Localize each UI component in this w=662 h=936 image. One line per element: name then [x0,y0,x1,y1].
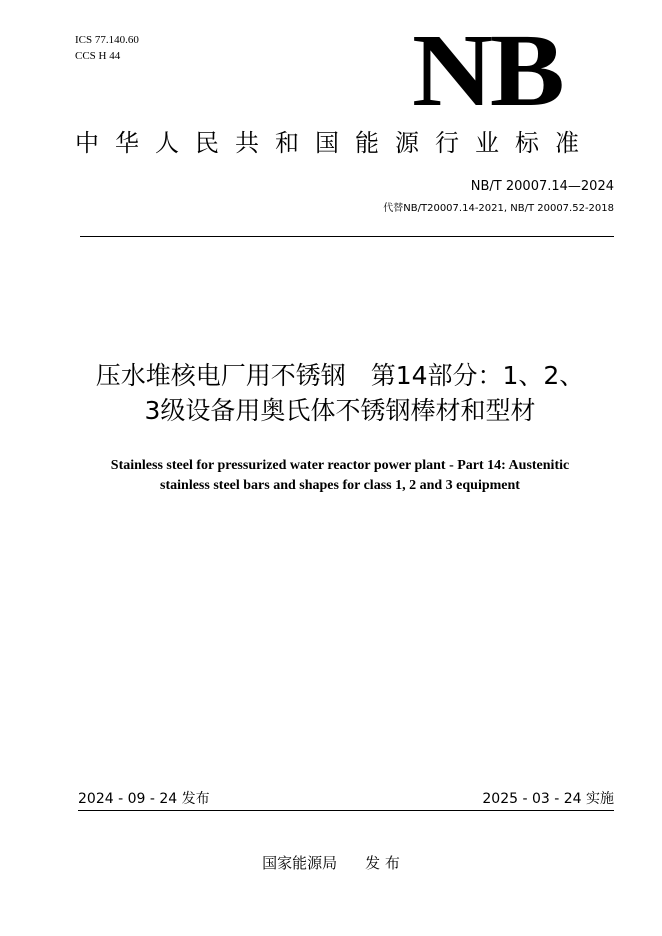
replaces-note: 代替NB/T20007.14-2021, NB/T 20007.52-2018 [383,203,614,214]
english-title [60,456,620,496]
english-title-line-1: Stainless steel for pressurized water reactor power plant - Part 14: Austenitic [110,458,570,473]
implementation-date: 2025 - 03 - 24 实施 [482,791,614,807]
chinese-title-line-1: 压水堆核电厂用不锈钢 第14部分：1、2、 [95,361,585,390]
ccs-code: CCS H 44 [75,50,121,62]
standard-number: NB/T 20007.14—2024 [470,179,614,194]
org-title: 中华人民共和国能源行业标准 [75,129,595,157]
publish-label: 发 布 [365,854,400,872]
classification-codes [75,32,139,64]
publisher-name: 国家能源局 [262,854,338,872]
bottom-divider [78,810,614,811]
ics-code: ICS 77.140.60 [75,34,139,46]
chinese-title [40,358,640,428]
nb-logo: NB [412,13,562,128]
chinese-title-line-2: 3级设备用奥氏体不锈钢棒材和型材 [144,396,536,425]
top-divider [80,236,614,237]
issue-date: 2024 - 09 - 24 发布 [78,791,210,807]
publisher-line [0,852,662,874]
english-title-line-2: stainless steel bars and shapes for class 1, 2 and 3 equipment [160,478,520,493]
